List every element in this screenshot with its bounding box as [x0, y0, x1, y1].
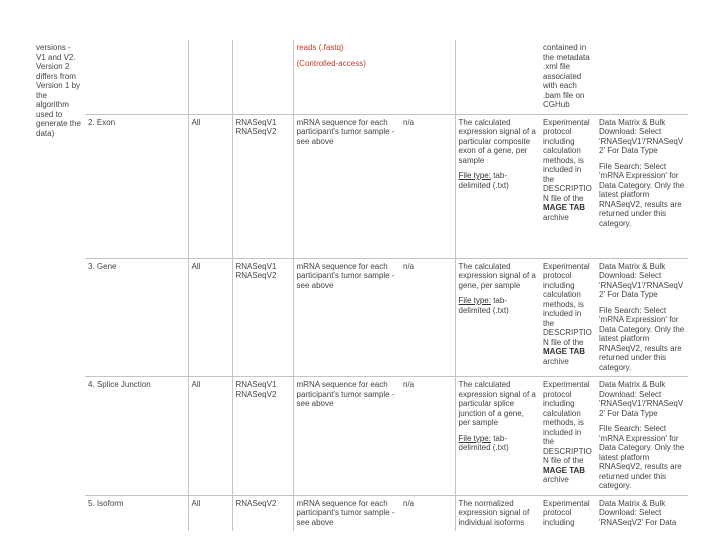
cell-row-name: 5. Isoform — [85, 495, 188, 531]
cell-empty — [400, 40, 455, 114]
cell-access — [596, 495, 688, 531]
cell-empty — [188, 40, 232, 114]
cell-empty — [596, 40, 688, 114]
cell-protocol — [540, 114, 596, 258]
description-text: The calculated expression signal of a particular composite exon of a gene, per sample — [458, 117, 536, 165]
cell-platform: RNASeqV1 RNASeqV2 — [232, 114, 293, 258]
cell-row-name: 2. Exon — [85, 114, 188, 258]
cell-samples: All — [188, 114, 232, 258]
cell-empty — [455, 40, 540, 114]
table-row — [36, 377, 688, 496]
access-bulk-download: Data Matrix & Bulk Download: Select 'RNASeqV1'/'RNASeqV2' For Data Type — [599, 261, 684, 299]
access-bulk-download: Data Matrix & Bulk Download: Select 'RNASeqV1'/'RNASeqV2' For Data Type — [599, 380, 684, 418]
cell-empty — [85, 40, 188, 114]
description-text: The normalized expression signal of individual isoforms — [458, 498, 530, 527]
data-table — [36, 40, 688, 531]
top-row-protocol: contained in the metadata .xml file associated with each .bam file on CGHub — [543, 43, 590, 109]
cell-na: n/a — [400, 377, 455, 496]
file-type-value: tab-delimited (.txt) — [458, 433, 509, 452]
cell-description — [455, 114, 540, 258]
cell-samples: All — [188, 495, 232, 531]
cell-source: mRNA sequence for each participant's tumor sample - see above — [293, 258, 400, 377]
cell-row-name: 3. Gene — [85, 258, 188, 377]
top-row-source — [293, 40, 400, 114]
cell-description — [455, 377, 540, 496]
file-type-label: File type: — [458, 296, 491, 305]
cell-platform: RNASeqV1 RNASeqV2 — [232, 258, 293, 377]
cell-empty — [232, 40, 293, 114]
cell-access — [596, 377, 688, 496]
protocol-text: Experimental protocol including calculation methods, is included in the DESCRIPTION file of the — [543, 261, 592, 347]
cell-protocol — [540, 377, 596, 496]
access-bulk-download: Data Matrix & Bulk Download: Select 'RNASeqV1'/'RNASeqV2' For Data Type — [599, 117, 684, 155]
cell-access — [596, 258, 688, 377]
file-type — [459, 171, 538, 190]
description-text: The calculated expression signal of a particular splice junction of a gene, per sample — [458, 380, 536, 427]
file-type-value: tab-delimited (.txt) — [458, 171, 509, 190]
cell-na: n/a — [400, 495, 455, 531]
cell-platform: RNASeqV2 — [232, 495, 293, 531]
cell-samples: All — [188, 377, 232, 496]
file-type-value: tab-delimited (.txt) — [458, 296, 509, 315]
cell-empty — [36, 377, 85, 496]
access-file-search: File Search: Select 'mRNA Expression' for Data Category. Only the latest platform RNASeqV2, results are returned under this category. — [599, 424, 685, 490]
protocol-text-end: archive — [543, 356, 569, 366]
cell-empty — [36, 495, 85, 531]
controlled-access-text: (Controlled-access) — [296, 58, 366, 68]
file-type-label: File type: — [458, 433, 491, 443]
cell-na: n/a — [400, 114, 455, 258]
cell-protocol — [540, 495, 596, 531]
file-type — [459, 296, 538, 315]
mage-tab-link[interactable]: MAGE TAB — [543, 203, 586, 212]
cell-source: mRNA sequence for each participant's tumor sample - see above — [293, 495, 400, 531]
cell-samples: All — [188, 258, 232, 377]
cell-empty — [36, 258, 85, 377]
protocol-text: Experimental protocol including — [543, 498, 590, 527]
cell-source: mRNA sequence for each participant's tumor sample - see above — [293, 114, 400, 258]
table-row-top — [36, 40, 688, 114]
mage-tab-link[interactable]: MAGE TAB — [543, 347, 586, 356]
protocol-text-end: archive — [543, 475, 569, 484]
access-file-search: File Search: Select 'mRNA Expression' for Data Category. Only the latest platform RNASeqV2, results are returned under this category. — [599, 305, 685, 372]
access-file-search: File Search: Select 'mRNA Expression' for Data Category. Only the latest platform RNASeqV2, results are returned under this category. — [599, 161, 685, 228]
file-type-label: File type: — [458, 171, 491, 180]
table-row — [36, 114, 688, 258]
mage-tab-link[interactable]: MAGE TAB — [543, 465, 586, 475]
fastq-text: reads (.fastq) — [296, 43, 344, 52]
protocol-text: Experimental protocol including calculation methods, is included in the DESCRIPTION file of the — [543, 380, 592, 465]
protocol-text: Experimental protocol including calculation methods, is included in the DESCRIPTION file of the — [543, 117, 592, 203]
file-type — [459, 434, 538, 453]
protocol-text-end: archive — [543, 212, 569, 222]
cell-protocol — [540, 258, 596, 377]
cell-source: mRNA sequence for each participant's tumor sample - see above — [293, 377, 400, 496]
cell-platform: RNASeqV1 RNASeqV2 — [232, 377, 293, 496]
table-row — [36, 258, 688, 377]
table-row — [36, 495, 688, 531]
cell-description — [455, 495, 540, 531]
cell-description — [455, 258, 540, 377]
description-text: The calculated expression signal of a gene, per sample — [458, 261, 536, 290]
access-bulk-download: Data Matrix & Bulk Download: Select 'RNASeqV2' For Data — [599, 498, 677, 527]
cell-na: n/a — [400, 258, 455, 377]
cell-access — [596, 114, 688, 258]
left-note: versions - V1 and V2. Version 2 differs from Version 1 by the algorithm used to generate the data) — [36, 43, 81, 138]
cell-row-name: 4. Splice Junction — [85, 377, 188, 496]
